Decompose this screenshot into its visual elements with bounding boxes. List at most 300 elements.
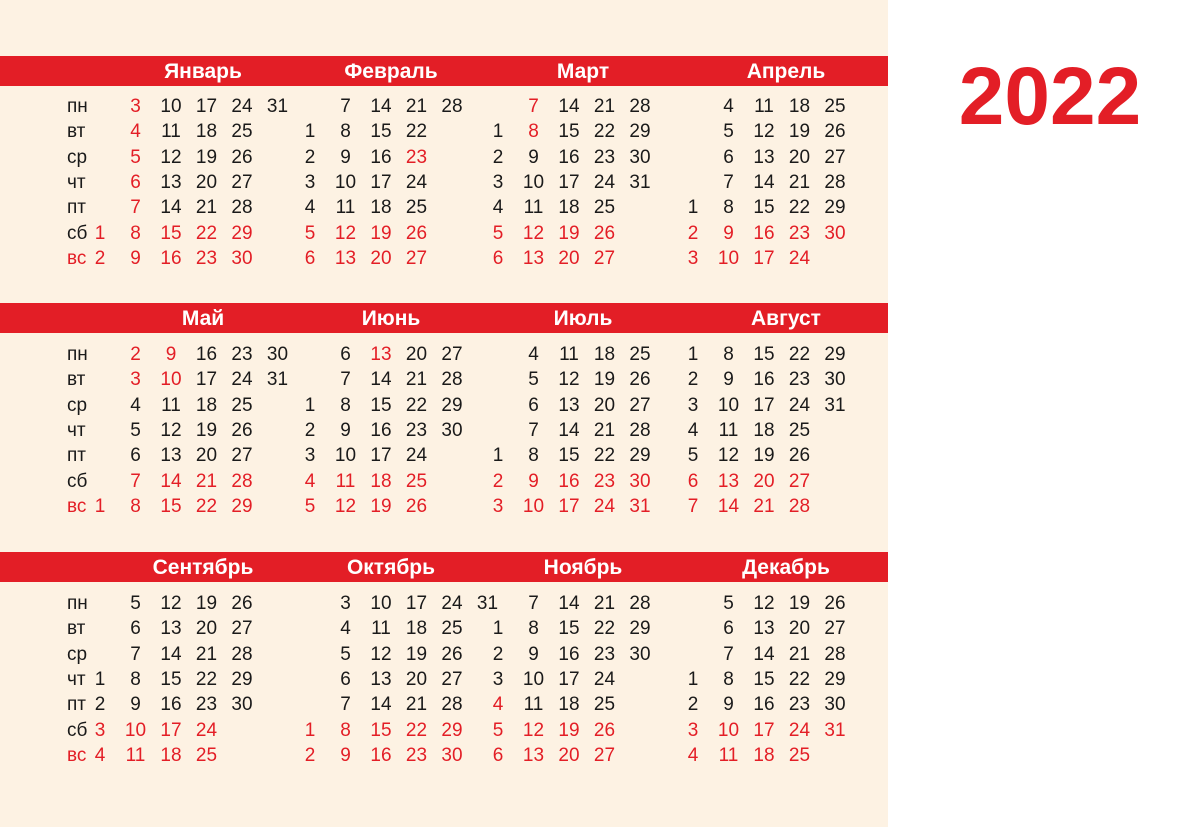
day-cell: 8 xyxy=(340,394,351,416)
day-cell: 21 xyxy=(788,643,811,665)
day-cell: 20 xyxy=(558,744,580,766)
day-cell: 2 xyxy=(304,146,316,168)
day-cell: 28 xyxy=(629,419,651,441)
month-name: Сентябрь xyxy=(152,556,254,579)
day-cell: 6 xyxy=(130,618,141,640)
day-cell: 25 xyxy=(788,419,811,441)
day-cell: 1 xyxy=(687,197,699,219)
day-cell: 29 xyxy=(441,719,463,741)
day-cell: 15 xyxy=(160,495,182,517)
day-cell: 12 xyxy=(160,146,182,168)
day-cell: 14 xyxy=(370,694,392,716)
weekday-label: сб xyxy=(67,719,88,741)
day-cell: 7 xyxy=(528,419,539,441)
day-cell: 27 xyxy=(593,744,616,766)
day-cell: 18 xyxy=(195,121,218,143)
day-cell: 18 xyxy=(370,197,392,219)
day-cell: 4 xyxy=(304,197,316,219)
day-cell: 23 xyxy=(231,344,253,365)
day-cell: 22 xyxy=(405,719,428,741)
day-cell: 25 xyxy=(441,618,463,640)
day-cell: 26 xyxy=(593,222,616,244)
day-cell: 13 xyxy=(160,445,182,467)
day-cell: 27 xyxy=(629,394,651,416)
day-cell: 17 xyxy=(558,171,580,193)
day-cell: 31 xyxy=(266,369,289,391)
day-cell: 23 xyxy=(405,419,428,441)
weekday-label: сб xyxy=(67,222,88,244)
day-cell: 5 xyxy=(528,369,539,391)
day-cell: 12 xyxy=(558,369,580,391)
day-cell: 18 xyxy=(753,744,775,766)
weekday-label: чт xyxy=(67,419,86,441)
day-cell: 9 xyxy=(723,369,734,391)
weekday-label: сб xyxy=(67,470,88,492)
day-cell: 11 xyxy=(125,744,146,766)
day-cell: 7 xyxy=(528,593,539,614)
day-cell: 22 xyxy=(788,668,811,690)
weekday-label: вт xyxy=(67,121,86,143)
day-cell: 21 xyxy=(405,96,428,117)
day-cell: 7 xyxy=(723,643,734,665)
weekday-label: вс xyxy=(67,744,87,766)
day-cell: 23 xyxy=(593,643,616,665)
day-cell: 18 xyxy=(195,394,218,416)
day-cell: 30 xyxy=(266,344,289,365)
day-cell: 4 xyxy=(130,394,141,416)
day-cell: 17 xyxy=(370,171,392,193)
day-cell: 4 xyxy=(723,96,734,117)
day-cell: 25 xyxy=(593,197,616,219)
day-cell: 21 xyxy=(593,96,616,117)
day-cell: 13 xyxy=(370,668,392,690)
day-cell: 21 xyxy=(195,197,218,219)
day-cell: 18 xyxy=(558,197,580,219)
day-cell: 25 xyxy=(788,744,811,766)
day-cell: 19 xyxy=(558,719,580,741)
weekday-label: вс xyxy=(67,495,87,517)
day-cell: 19 xyxy=(753,445,775,467)
day-cell: 20 xyxy=(593,394,616,416)
day-cell: 26 xyxy=(405,222,428,244)
day-cell: 7 xyxy=(130,643,141,665)
day-cell: 14 xyxy=(753,171,775,193)
day-cell: 7 xyxy=(687,495,699,517)
day-cell: 25 xyxy=(629,344,651,365)
day-cell: 13 xyxy=(160,171,182,193)
day-cell: 30 xyxy=(824,222,846,244)
day-cell: 6 xyxy=(492,247,504,269)
day-cell: 4 xyxy=(687,744,699,766)
day-cell: 19 xyxy=(405,643,428,665)
day-cell: 8 xyxy=(340,121,351,143)
day-cell: 25 xyxy=(195,744,218,766)
day-cell: 12 xyxy=(370,643,392,665)
day-cell: 1 xyxy=(304,719,316,741)
weekday-label: ср xyxy=(67,643,88,665)
weekday-label: пн xyxy=(67,593,88,614)
day-cell: 24 xyxy=(788,394,811,416)
day-cell: 27 xyxy=(824,618,846,640)
day-cell: 23 xyxy=(593,470,616,492)
day-cell: 6 xyxy=(340,668,351,690)
day-cell: 9 xyxy=(130,694,141,716)
day-cell: 21 xyxy=(788,171,811,193)
day-cell: 16 xyxy=(370,419,392,441)
day-cell: 8 xyxy=(130,495,141,517)
day-cell: 31 xyxy=(266,96,289,117)
day-cell: 29 xyxy=(629,618,651,640)
day-cell: 4 xyxy=(687,419,699,441)
day-cell: 11 xyxy=(718,419,739,441)
day-cell: 5 xyxy=(492,222,504,244)
day-cell: 20 xyxy=(558,247,580,269)
day-cell: 2 xyxy=(687,222,699,244)
day-cell: 30 xyxy=(441,744,463,766)
day-cell: 4 xyxy=(492,197,504,219)
day-cell: 22 xyxy=(788,197,811,219)
day-cell: 17 xyxy=(405,593,428,614)
day-cell: 2 xyxy=(687,694,699,716)
year-title: 2022 xyxy=(958,51,1142,142)
day-cell: 19 xyxy=(558,222,580,244)
day-cell: 6 xyxy=(492,744,504,766)
day-cell: 5 xyxy=(340,643,351,665)
day-cell: 28 xyxy=(629,96,651,117)
day-cell: 3 xyxy=(340,593,351,614)
day-cell: 5 xyxy=(130,419,141,441)
day-cell: 14 xyxy=(753,643,775,665)
day-cell: 24 xyxy=(405,171,428,193)
day-cell: 12 xyxy=(522,222,545,244)
day-cell: 5 xyxy=(304,222,316,244)
day-cell: 28 xyxy=(824,171,846,193)
weekday-label: чт xyxy=(67,668,86,690)
day-cell: 28 xyxy=(441,369,463,391)
day-cell: 2 xyxy=(492,146,504,168)
day-cell: 9 xyxy=(340,419,351,441)
month-name: Апрель xyxy=(746,60,826,83)
day-cell: 9 xyxy=(340,146,351,168)
day-cell: 3 xyxy=(687,247,699,269)
day-cell: 7 xyxy=(130,197,141,219)
month-name: Ноябрь xyxy=(543,556,623,579)
day-cell: 18 xyxy=(753,419,775,441)
day-cell: 20 xyxy=(788,618,811,640)
day-cell: 27 xyxy=(231,445,253,467)
day-cell: 24 xyxy=(788,247,811,269)
day-cell: 23 xyxy=(405,146,428,168)
day-cell: 9 xyxy=(528,146,539,168)
day-cell: 30 xyxy=(231,247,253,269)
day-cell: 21 xyxy=(593,593,616,614)
day-cell: 2 xyxy=(304,744,316,766)
day-cell: 5 xyxy=(723,593,734,614)
day-cell: 12 xyxy=(753,121,775,143)
day-cell: 24 xyxy=(231,369,253,391)
day-cell: 27 xyxy=(405,247,428,269)
day-cell: 1 xyxy=(492,445,504,467)
day-cell: 17 xyxy=(558,668,580,690)
day-cell: 16 xyxy=(370,744,392,766)
day-cell: 9 xyxy=(130,247,141,269)
day-cell: 14 xyxy=(717,495,740,517)
day-cell: 16 xyxy=(558,470,580,492)
day-cell: 3 xyxy=(492,668,504,690)
day-cell: 10 xyxy=(334,171,357,193)
day-cell: 20 xyxy=(405,344,428,365)
day-cell: 10 xyxy=(522,668,545,690)
day-cell: 13 xyxy=(334,247,357,269)
day-cell: 2 xyxy=(304,419,316,441)
day-cell: 2 xyxy=(94,247,106,269)
day-cell: 10 xyxy=(717,719,740,741)
day-cell: 1 xyxy=(687,344,699,365)
day-cell: 9 xyxy=(528,643,539,665)
day-cell: 30 xyxy=(629,643,651,665)
day-cell: 12 xyxy=(334,495,357,517)
day-cell: 23 xyxy=(788,222,811,244)
day-cell: 16 xyxy=(753,694,775,716)
day-cell: 29 xyxy=(231,495,253,517)
day-cell: 6 xyxy=(130,445,141,467)
day-cell: 26 xyxy=(231,419,253,441)
day-cell: 14 xyxy=(558,419,580,441)
day-cell: 24 xyxy=(441,593,463,614)
day-cell: 6 xyxy=(528,394,539,416)
day-cell: 21 xyxy=(405,369,428,391)
day-cell: 8 xyxy=(528,445,539,467)
day-cell: 22 xyxy=(405,121,428,143)
day-cell: 7 xyxy=(340,96,351,117)
day-cell: 2 xyxy=(687,369,699,391)
day-cell: 8 xyxy=(528,618,539,640)
day-cell: 2 xyxy=(492,470,504,492)
day-cell: 6 xyxy=(130,171,141,193)
day-cell: 19 xyxy=(195,593,218,614)
day-cell: 18 xyxy=(370,470,392,492)
day-cell: 17 xyxy=(753,719,775,741)
day-cell: 22 xyxy=(593,618,616,640)
weekday-label: вс xyxy=(67,247,87,269)
day-cell: 11 xyxy=(335,470,356,492)
day-cell: 8 xyxy=(130,668,141,690)
day-cell: 14 xyxy=(160,643,182,665)
day-cell: 30 xyxy=(824,369,846,391)
day-cell: 22 xyxy=(405,394,428,416)
day-cell: 21 xyxy=(593,419,616,441)
day-cell: 29 xyxy=(231,668,253,690)
month-name: Июль xyxy=(553,307,613,330)
day-cell: 19 xyxy=(195,146,218,168)
day-cell: 23 xyxy=(195,694,218,716)
day-cell: 3 xyxy=(130,96,141,117)
day-cell: 3 xyxy=(492,495,504,517)
day-cell: 20 xyxy=(753,470,775,492)
day-cell: 26 xyxy=(824,121,846,143)
day-cell: 8 xyxy=(723,197,734,219)
day-cell: 31 xyxy=(824,394,846,416)
day-cell: 22 xyxy=(593,445,616,467)
month-name: Январь xyxy=(164,60,242,83)
day-cell: 3 xyxy=(130,369,141,391)
day-cell: 3 xyxy=(304,171,316,193)
day-cell: 12 xyxy=(334,222,357,244)
day-cell: 9 xyxy=(723,222,734,244)
day-cell: 3 xyxy=(687,394,699,416)
day-cell: 30 xyxy=(231,694,253,716)
day-cell: 4 xyxy=(492,694,504,716)
weekday-label: вт xyxy=(67,369,86,391)
month-name: Май xyxy=(181,307,225,330)
day-cell: 5 xyxy=(492,719,504,741)
day-cell: 24 xyxy=(405,445,428,467)
day-cell: 7 xyxy=(340,369,351,391)
day-cell: 20 xyxy=(370,247,392,269)
day-cell: 6 xyxy=(687,470,699,492)
day-cell: 20 xyxy=(195,445,218,467)
day-cell: 28 xyxy=(231,470,253,492)
day-cell: 19 xyxy=(788,593,811,614)
day-cell: 3 xyxy=(94,719,106,741)
day-cell: 25 xyxy=(231,394,253,416)
month-name: Июнь xyxy=(361,307,421,330)
day-cell: 16 xyxy=(753,369,775,391)
day-cell: 27 xyxy=(231,618,253,640)
day-cell: 23 xyxy=(405,744,428,766)
day-cell: 1 xyxy=(94,495,106,517)
weekday-label: ср xyxy=(67,394,88,416)
day-cell: 13 xyxy=(717,470,740,492)
weekday-label: пт xyxy=(67,197,86,219)
day-cell: 10 xyxy=(370,593,392,614)
day-cell: 6 xyxy=(723,146,734,168)
day-cell: 13 xyxy=(558,394,580,416)
day-cell: 19 xyxy=(788,121,811,143)
day-cell: 17 xyxy=(370,445,392,467)
day-cell: 2 xyxy=(492,643,504,665)
day-cell: 27 xyxy=(441,668,463,690)
day-cell: 28 xyxy=(441,694,463,716)
day-cell: 1 xyxy=(304,394,316,416)
day-cell: 11 xyxy=(161,394,181,416)
day-cell: 4 xyxy=(130,121,141,143)
day-cell: 7 xyxy=(528,96,539,117)
weekday-label: пт xyxy=(67,445,86,467)
day-cell: 10 xyxy=(334,445,357,467)
day-cell: 5 xyxy=(723,121,734,143)
day-cell: 26 xyxy=(441,643,463,665)
day-cell: 28 xyxy=(629,593,651,614)
day-cell: 16 xyxy=(160,694,182,716)
day-cell: 28 xyxy=(231,643,253,665)
day-cell: 25 xyxy=(405,470,428,492)
day-cell: 30 xyxy=(441,419,463,441)
day-cell: 15 xyxy=(558,445,580,467)
day-cell: 17 xyxy=(195,96,218,117)
day-cell: 1 xyxy=(94,222,106,244)
day-cell: 13 xyxy=(370,344,392,365)
day-cell: 23 xyxy=(788,694,811,716)
month-name: Март xyxy=(556,60,610,83)
day-cell: 28 xyxy=(824,643,846,665)
day-cell: 23 xyxy=(788,369,811,391)
weekday-label: пн xyxy=(67,344,88,365)
day-cell: 29 xyxy=(629,121,651,143)
day-cell: 19 xyxy=(593,369,616,391)
day-cell: 24 xyxy=(593,495,616,517)
day-cell: 29 xyxy=(824,344,846,365)
day-cell: 27 xyxy=(593,247,616,269)
day-cell: 19 xyxy=(370,495,392,517)
day-cell: 11 xyxy=(161,121,181,143)
day-cell: 2 xyxy=(130,344,141,365)
day-cell: 17 xyxy=(753,394,775,416)
day-cell: 12 xyxy=(753,593,775,614)
day-cell: 14 xyxy=(370,369,392,391)
day-cell: 18 xyxy=(160,744,182,766)
day-cell: 15 xyxy=(160,222,182,244)
day-cell: 11 xyxy=(559,344,579,365)
day-cell: 16 xyxy=(753,222,775,244)
day-cell: 1 xyxy=(492,121,504,143)
day-cell: 13 xyxy=(522,247,545,269)
month-name: Декабрь xyxy=(742,556,830,579)
day-cell: 11 xyxy=(523,197,544,219)
day-cell: 8 xyxy=(340,719,351,741)
day-cell: 17 xyxy=(558,495,580,517)
day-cell: 29 xyxy=(824,668,846,690)
day-cell: 15 xyxy=(753,197,775,219)
day-cell: 28 xyxy=(231,197,253,219)
day-cell: 19 xyxy=(195,419,218,441)
day-cell: 14 xyxy=(558,593,580,614)
day-cell: 7 xyxy=(723,171,734,193)
day-cell: 20 xyxy=(405,668,428,690)
day-cell: 2 xyxy=(94,694,106,716)
day-cell: 26 xyxy=(593,719,616,741)
day-cell: 15 xyxy=(160,668,182,690)
day-cell: 14 xyxy=(160,197,182,219)
day-cell: 6 xyxy=(304,247,316,269)
day-cell: 30 xyxy=(824,694,846,716)
day-cell: 25 xyxy=(231,121,253,143)
day-cell: 16 xyxy=(370,146,392,168)
day-cell: 4 xyxy=(528,344,539,365)
day-cell: 22 xyxy=(195,222,218,244)
day-cell: 17 xyxy=(195,369,218,391)
day-cell: 31 xyxy=(476,593,499,614)
day-cell: 24 xyxy=(593,171,616,193)
day-cell: 15 xyxy=(753,668,775,690)
day-cell: 24 xyxy=(593,668,616,690)
day-cell: 8 xyxy=(130,222,141,244)
day-cell: 27 xyxy=(788,470,811,492)
day-cell: 12 xyxy=(160,419,182,441)
day-cell: 10 xyxy=(160,96,182,117)
day-cell: 5 xyxy=(130,146,141,168)
day-cell: 15 xyxy=(370,394,392,416)
day-cell: 1 xyxy=(94,668,106,690)
day-cell: 6 xyxy=(723,618,734,640)
day-cell: 8 xyxy=(723,344,734,365)
day-cell: 26 xyxy=(405,495,428,517)
day-cell: 24 xyxy=(788,719,811,741)
day-cell: 21 xyxy=(195,470,218,492)
day-cell: 5 xyxy=(687,445,699,467)
day-cell: 30 xyxy=(629,470,651,492)
day-cell: 29 xyxy=(231,222,253,244)
